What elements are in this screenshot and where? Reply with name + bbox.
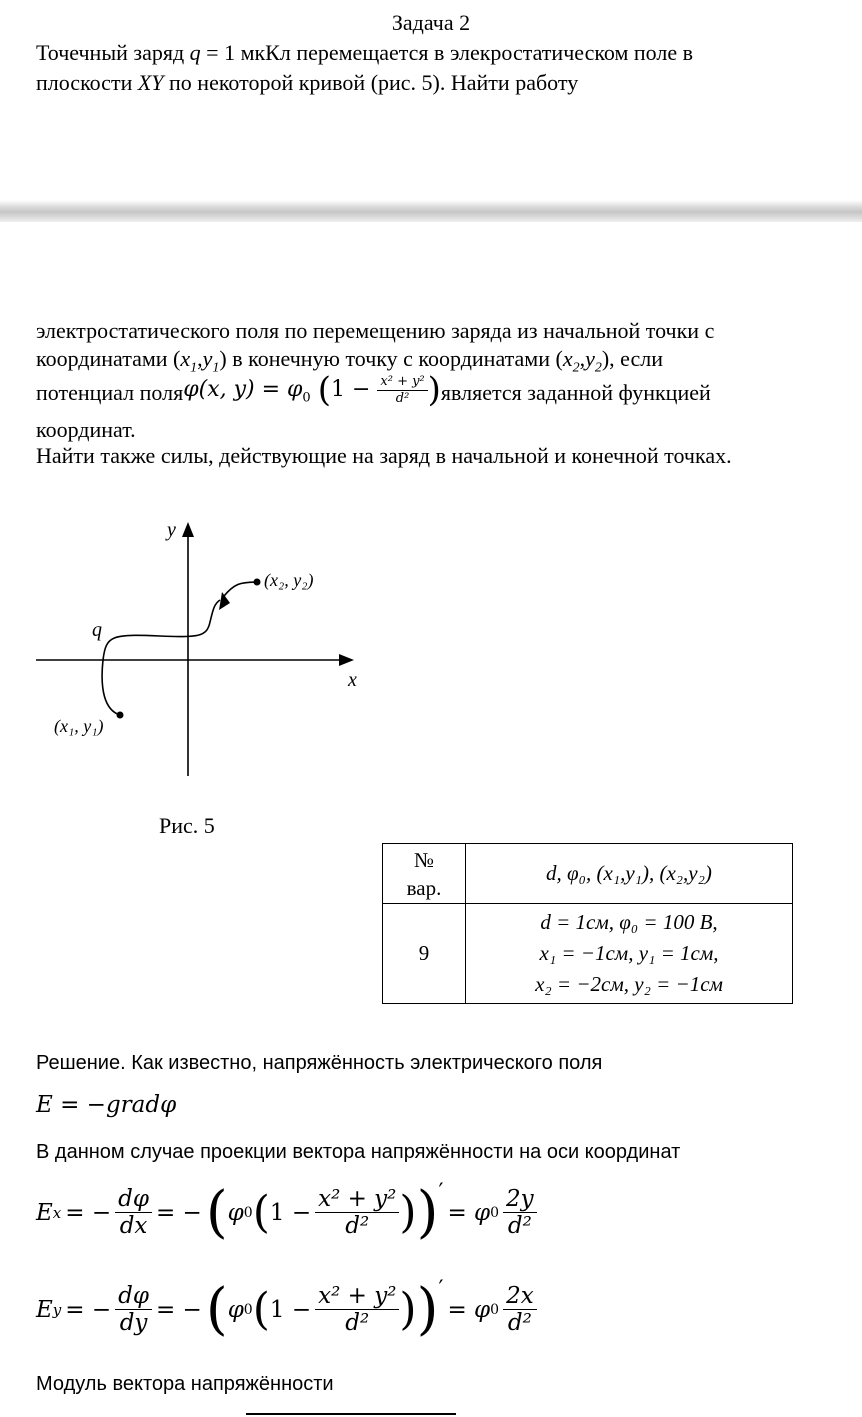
result-fraction — [503, 1186, 537, 1239]
body-line-4: координат. — [36, 417, 136, 442]
formula-symbol: E — [36, 1199, 53, 1226]
fraction-denominator: d² — [395, 390, 410, 406]
end-point-label: (x₂, y₂) — [264, 570, 314, 590]
potential-fraction — [315, 1283, 399, 1336]
potential-formula — [183, 370, 441, 413]
derivative-fraction — [115, 1186, 152, 1239]
body-text: потенциал поля — [36, 379, 184, 405]
formula-fraction — [377, 374, 427, 407]
intro-line-2 — [36, 67, 578, 98]
body-line-1: электростатического поля по перемещению заряда из начальной точки с — [36, 318, 715, 343]
formula-lhs: φ(x, y) = φ — [183, 377, 303, 403]
trajectory-curve-end — [224, 582, 257, 596]
x-axis-label: x — [348, 669, 357, 691]
body-text: координатами ( — [36, 346, 181, 371]
end-point — [254, 579, 261, 586]
fraction-numerator: x² + y² — [377, 374, 427, 391]
formula-symbol: E — [36, 1296, 53, 1323]
formula-operator: = φ — [447, 1199, 491, 1226]
result-fraction — [503, 1283, 537, 1336]
intro-text: плоскости — [36, 70, 138, 95]
subscript: 2 — [572, 360, 580, 376]
formula-term: 1 − — [269, 1199, 312, 1226]
subscript: 1 — [190, 360, 198, 376]
body-line-5: Найти также силы, действующие на заряд в начальной и конечной точках. — [36, 443, 732, 468]
ey-formula: E y = − $\frac{d\varphi}{dy}$ = − ( φ 0 ( 1 − $\frac{\text{x² + y²}}{\text{d²}}$ ) ) ′ = φ 0 $\frac{2x}{\text{d²}}$ — [36, 1283, 537, 1336]
fraction-numerator: x² + y² — [315, 1186, 399, 1213]
start-point — [117, 712, 124, 719]
table-cell: 9 — [383, 904, 466, 1004]
formula-symbol: φ — [227, 1199, 244, 1226]
body-text: , — [579, 346, 586, 371]
subscript: 0 — [490, 1204, 500, 1221]
header-text: № — [413, 847, 435, 872]
fraction-numerator: 2y — [503, 1186, 537, 1213]
body-text: , — [197, 346, 203, 371]
plane-symbol: XY — [137, 70, 164, 95]
solution-line-3: Модуль вектора напряжённости — [36, 1373, 334, 1395]
formula-operator: = − — [155, 1296, 202, 1323]
intro-text: = 1 мкКл перемещается в элекростатическом поле в — [200, 40, 694, 65]
subscript: 0 — [302, 390, 311, 406]
table-header-cell: d, φ₀, (x₁,y₁), (x₂,y₂) — [466, 844, 793, 904]
var-y2: y — [585, 346, 595, 371]
paren: ) — [427, 370, 441, 411]
potential-fraction — [315, 1186, 399, 1239]
fraction-denominator: d² — [507, 1213, 532, 1239]
body-line-3 — [36, 370, 711, 414]
page-title: Задача 2 — [391, 10, 471, 35]
y-axis-label: y — [167, 519, 176, 541]
variant-table — [382, 843, 793, 1004]
table-header-cell — [383, 844, 466, 904]
subscript: 0 — [490, 1301, 500, 1318]
fraction-numerator: 2x — [503, 1283, 537, 1310]
fraction-numerator: dφ — [115, 1186, 152, 1213]
var-x2: x — [562, 346, 573, 371]
table-cell — [466, 904, 793, 1004]
fraction-denominator: d² — [345, 1213, 370, 1239]
subscript: 2 — [594, 360, 602, 376]
sqrt-overline — [246, 1413, 456, 1415]
page-break-band — [0, 200, 862, 222]
paren: ( — [317, 370, 331, 411]
var-y1: y — [202, 346, 213, 371]
charge-symbol: q — [189, 40, 201, 65]
solution-line-1: Решение. Как известно, напряжённость электрического поля — [36, 1052, 603, 1074]
formula-term: 1 − — [269, 1296, 312, 1323]
subscript: y — [52, 1300, 62, 1319]
y-axis-arrow — [182, 522, 194, 537]
formula-operator: = − — [65, 1296, 112, 1323]
subscript: 1 — [212, 360, 220, 376]
intro-text: Точечный заряд — [36, 40, 190, 65]
prime-mark: ′ — [438, 1180, 444, 1205]
cell-line: x₁ = −1см, y₁ = 1см, — [539, 941, 719, 965]
formula-operator: = − — [65, 1199, 112, 1226]
fraction-denominator: d² — [507, 1310, 532, 1336]
table-header-row — [383, 844, 793, 904]
subscript: x — [52, 1203, 62, 1222]
formula-operator: = − — [155, 1199, 202, 1226]
var-x1: x — [180, 346, 191, 371]
solution-line-2: В данном случае проекции вектора напряжённости на оси координат — [36, 1141, 681, 1163]
subscript: 0 — [243, 1204, 253, 1221]
charge-label: q — [92, 619, 102, 641]
fraction-numerator: dφ — [115, 1283, 152, 1310]
fraction-denominator: dy — [119, 1310, 148, 1336]
fraction-denominator: dx — [119, 1213, 148, 1239]
formula-term: 1 − — [330, 377, 378, 403]
figure-caption: Рис. 5 — [159, 813, 215, 838]
subscript: 0 — [243, 1301, 253, 1318]
x-axis-arrow — [339, 654, 354, 666]
fraction-numerator: x² + y² — [315, 1283, 399, 1310]
formula-operator: = φ — [447, 1296, 491, 1323]
header-text: вар. — [406, 875, 442, 900]
gradient-formula: E = −gradφ — [36, 1092, 177, 1118]
ex-formula: E x = − $\frac{d\varphi}{dx}$ = − ( φ 0 ( 1 − $\frac{\text{x² + y²}}{\text{d²}}$ ) ) ′ = φ 0 $\frac{2y}{\text{d²}}$ — [36, 1186, 537, 1239]
body-text: является заданной функцией — [440, 379, 711, 405]
figure-5-diagram — [0, 510, 420, 790]
body-text: ), если — [601, 346, 664, 371]
formula-symbol: φ — [227, 1296, 244, 1323]
cell-line: d = 1см, φ₀ = 100 В, — [540, 910, 718, 934]
table-row — [383, 904, 793, 1004]
fraction-denominator: d² — [345, 1310, 370, 1336]
trajectory-curve — [102, 600, 220, 715]
prime-mark: ′ — [438, 1277, 444, 1302]
body-text: ) в конечную точку с координатами ( — [219, 346, 563, 371]
intro-line-1 — [36, 37, 693, 68]
derivative-fraction — [115, 1283, 152, 1336]
start-point-label: (x₁, y₁) — [54, 716, 104, 736]
intro-text: по некоторой кривой (рис. 5). Найти работу — [163, 70, 579, 95]
cell-line: x₂ = −2см, y₂ = −1см — [535, 972, 723, 996]
